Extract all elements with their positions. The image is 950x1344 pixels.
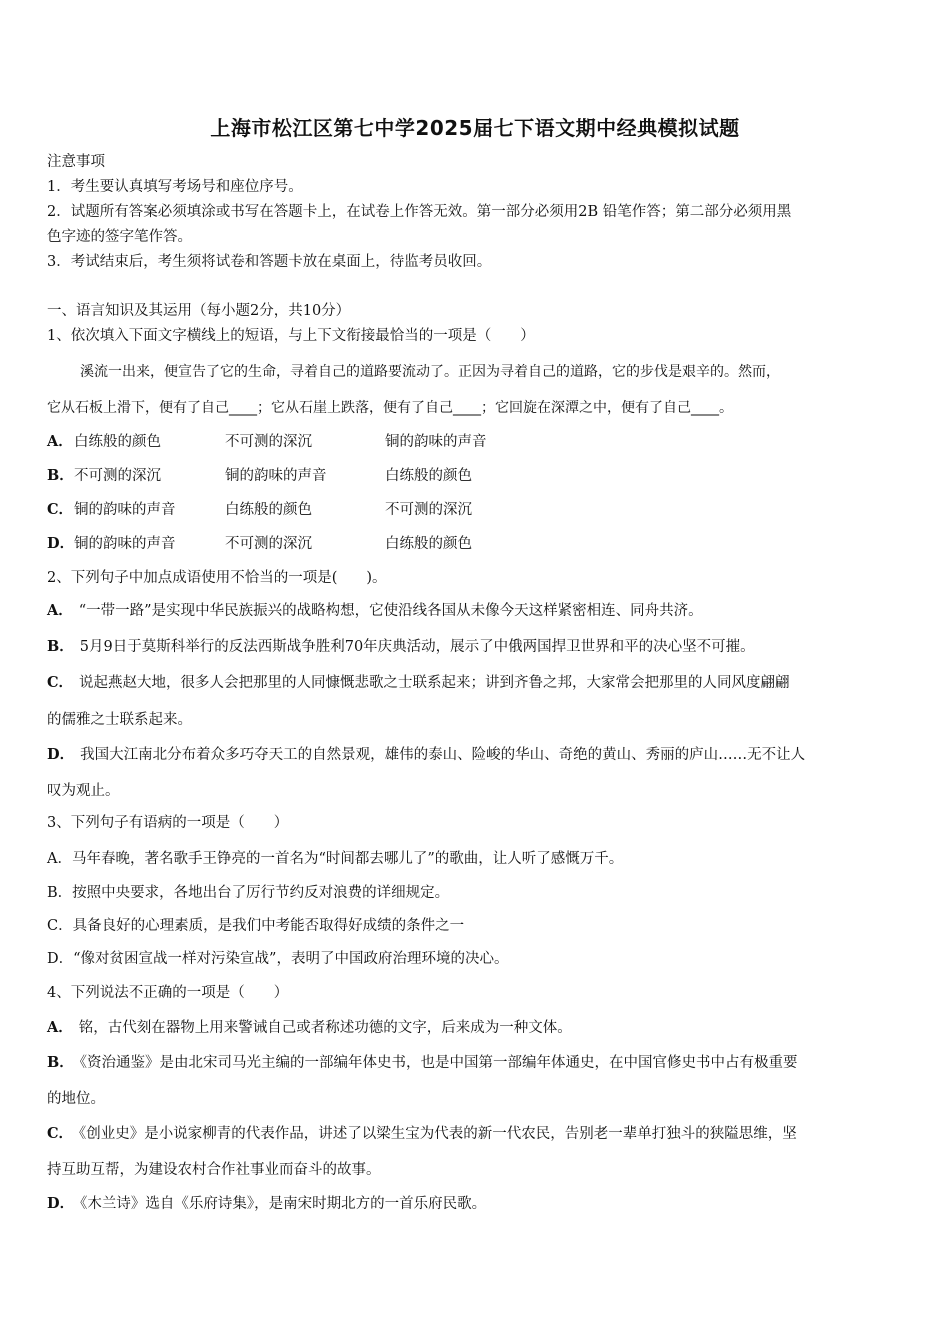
q3-option-b: B．按照中央要求，各地出台了厉行节约反对浪费的详细规定。 (47, 885, 450, 901)
q1-option-a (47, 432, 747, 452)
q3-stem: 3、下列句子有语病的一项是（ ） (47, 815, 289, 831)
option-letter: B． (47, 638, 74, 655)
q3-option-d: D．“像对贫困宣战一样对污染宣战”，表明了中国政府治理环境的决心。 (47, 951, 509, 967)
q1-option-c (47, 500, 747, 520)
option-phrase-3: 不可测的深沉 (385, 502, 472, 518)
option-text: 说起燕赵大地，很多人会把那里的人同慷慨悲歌之士联系起来；讲到齐鲁之邦，大家常会把那里的人同风度翩翩 (79, 675, 790, 691)
notice-item-3: 3．考试结束后，考生须将试卷和答题卡放在桌面上，待监考员收回。 (47, 254, 492, 270)
q4-option-d (47, 1194, 486, 1214)
notice-item-2: 2．试题所有答案必须填涂或书写在答题卡上，在试卷上作答无效。第一部分必须用2B 铅笔作答；第二部分必须用黑 (47, 204, 792, 220)
q1-passage-line2: 它从石板上滑下，便有了自己____；它从石崖上跌落，便有了自己____；它回旋在深潭之中，便有了自己____。 (47, 400, 733, 416)
option-letter: C． (47, 501, 74, 518)
option-text: 《木兰诗》选自《乐府诗集》，是南宋时期北方的一首乐府民歌。 (80, 1196, 487, 1212)
q2-option-c (47, 673, 790, 693)
option-phrase-3: 白练般的颜色 (385, 536, 472, 552)
q4-option-c-cont: 持互助互帮，为建设农村合作社事业而奋斗的故事。 (47, 1162, 381, 1178)
option-phrase-2: 不可测的深沉 (225, 434, 312, 450)
option-text: “一带一路”是实现中华民族振兴的战略构想，它使沿线各国从未像今天这样紧密相连、同舟共济。 (78, 603, 703, 619)
q2-option-d-cont: 叹为观止。 (47, 783, 120, 799)
option-letter: C． (47, 674, 74, 691)
section-heading: 一、语言知识及其运用（每小题2分，共10分） (47, 303, 351, 319)
q1-option-b (47, 466, 747, 486)
option-letter: C． (47, 1125, 74, 1142)
option-phrase-3: 白练般的颜色 (385, 468, 472, 484)
q2-option-a (47, 601, 703, 621)
option-phrase-1: 铜的韵味的声音 (74, 502, 176, 518)
option-letter: B． (47, 467, 74, 484)
option-phrase-2: 不可测的深沉 (225, 536, 312, 552)
option-phrase-1: 白练般的颜色 (74, 434, 161, 450)
option-letter: A． (47, 1019, 73, 1036)
option-letter: A． (47, 433, 73, 450)
option-text: 《资治通鉴》是由北宋司马光主编的一部编年体史书，也是中国第一部编年体通史，在中国官修史书中占有极重要 (79, 1055, 798, 1071)
option-text: 我国大江南北分布着众多巧夺天工的自然景观，雄伟的泰山、险峻的华山、奇绝的黄山、秀丽的庐山……无不让人 (80, 747, 806, 763)
q1-passage-line1: 溪流一出来，便宣告了它的生命，寻着自己的道路要流动了。正因为寻着自己的道路，它的步伐是艰辛的。然而， (80, 364, 780, 380)
page-title: 上海市松江区第七中学2025届七下语文期中经典模拟试题 (210, 116, 740, 140)
option-phrase-1: 不可测的深沉 (74, 468, 161, 484)
option-phrase-1: 铜的韵味的声音 (74, 536, 176, 552)
option-text: 《创业史》是小说家柳青的代表作品，讲述了以梁生宝为代表的新一代农民，告别老一辈单打独斗的狭隘思维，坚 (79, 1126, 797, 1142)
option-text: 铭，古代刻在器物上用来警诫自己或者称述功德的文字，后来成为一种文体。 (78, 1020, 572, 1036)
option-text: 5月9日于莫斯科举行的反法西斯战争胜利70年庆典活动，展示了中俄两国捍卫世界和平的决心坚不可摧。 (79, 639, 755, 655)
q4-option-a (47, 1018, 572, 1038)
option-letter: D． (47, 1195, 75, 1212)
option-letter: A． (47, 602, 73, 619)
q4-option-b-cont: 的地位。 (47, 1091, 105, 1107)
option-phrase-2: 白练般的颜色 (225, 502, 312, 518)
q2-option-b (47, 637, 755, 657)
q2-option-d (47, 745, 805, 765)
q4-stem: 4、下列说法不正确的一项是（ ） (47, 985, 289, 1001)
option-phrase-2: 铜的韵味的声音 (225, 468, 327, 484)
notice-item-2-cont: 色字迹的签字笔作答。 (47, 229, 192, 245)
q4-option-c (47, 1124, 797, 1144)
option-letter: D． (47, 746, 75, 763)
option-letter: B． (47, 1054, 74, 1071)
q4-option-b (47, 1053, 798, 1073)
option-phrase-3: 铜的韵味的声音 (385, 434, 487, 450)
q1-stem: 1、依次填入下面文字横线上的短语，与上下文衔接最恰当的一项是（ ） (47, 328, 535, 344)
q2-stem: 2、下列句子中加点成语使用不恰当的一项是( )。 (47, 570, 387, 586)
notice-heading: 注意事项 (47, 154, 105, 170)
q1-option-d (47, 534, 747, 554)
q3-option-a: A．马年春晚，著名歌手王铮亮的一首名为“时间都去哪儿了”的歌曲，让人听了感慨万千。 (47, 851, 624, 867)
notice-item-1: 1．考生要认真填写考场号和座位序号。 (47, 179, 303, 195)
q3-option-c: C．具备良好的心理素质，是我们中考能否取得好成绩的条件之一 (47, 918, 465, 934)
option-letter: D． (47, 535, 75, 552)
q2-option-c-cont: 的儒雅之士联系起来。 (47, 712, 192, 728)
